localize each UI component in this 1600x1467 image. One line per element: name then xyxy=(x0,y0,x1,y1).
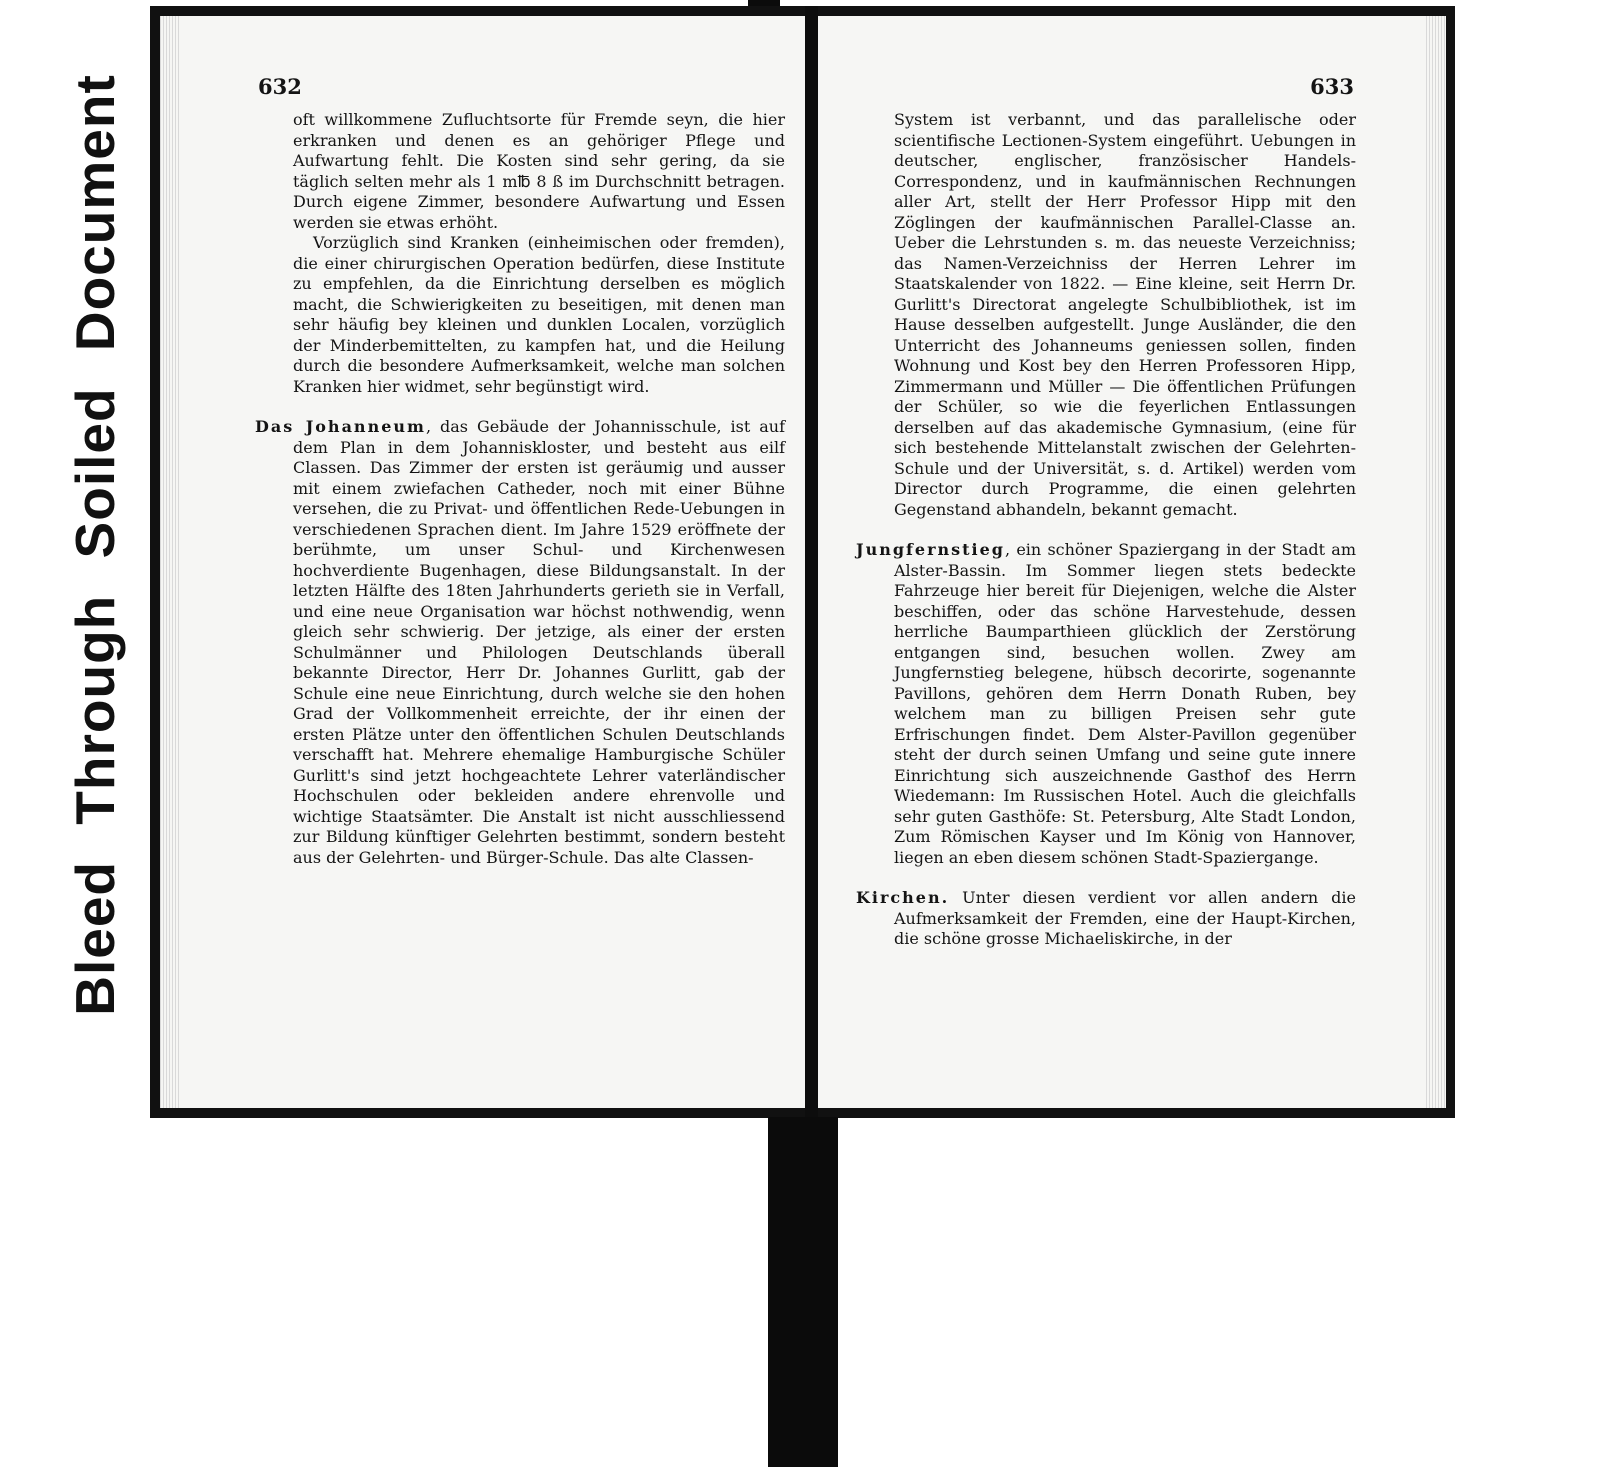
book-gutter xyxy=(805,6,818,1118)
entry-body: , das Gebäude der Johannisschule, ist auf dem Plan in dem Johanniskloster, und besteht aus eilf Classen. Das Zimmer der ersten ist geräumig und ausser mit einem zwiefachen Catheder, noch mit einer Bühne versehen, die zu Privat- und öffentlichen Rede-Uebungen in verschiedenen Sprachen dient. Im Jahre 1529 eröffnete der berühmte, um unser Schul- und Kirchenwesen hochverdiente Bugenhagen, diese Bildungsanstalt. In der letzten Hälfte des 18ten Jahrhunderts gerieth sie in Verfall, und eine neue Organisation war höchst nothwendig, wenn gleich sehr schwierig. Der jetzige, als einer der ersten Schulmänner und Philologen Deutschlands überall bekannte Director, Herr Dr. Johannes Gurlitt, gab der Schule eine neue Einrichtung, durch welche sie den hohen Grad der Vollkommenheit erreichte, der ihr einen der ersten Plätze unter den öffentlichen Schulen Deutschlands verschafft hat. Mehrere ehemalige Hamburgische Schüler Gurlitt's sind jetzt hochgeachtete Lehrer vaterländischer Hochschulen oder bekleiden andere ehrenvolle und wichtige Staatsämter. Die Anstalt ist nicht ausschliessend zur Bildung künftiger Gelehrten bestimmt, sondern besteht aus der Gelehrten- und Bürger-Schule. Das alte Classen- xyxy=(293,417,785,867)
entry-body: Unter diesen verdient vor allen andern die Aufmerksamkeit der Fremden, eine der Haupt-Kirchen, die schöne grosse Michaeliskirche, in der xyxy=(894,888,1356,948)
paragraph: oft willkommene Zufluchtsorte für Fremde seyn, die hier erkranken und denen es an gehöriger Pflege und Aufwartung fehlt. Die Kosten sind sehr gering, da sie täglich selten mehr als 1 m℔ 8 ß im Durchschnitt betragen. Durch eigene Zimmer, besondere Aufwartung und Essen werden sie etwas erhöht. xyxy=(293,110,785,232)
right-page-text xyxy=(856,110,1356,950)
page-number: 633 xyxy=(1310,74,1354,99)
left-page xyxy=(160,16,805,1108)
entry-heading: Das Johanneum xyxy=(255,417,426,436)
entry xyxy=(856,888,1356,950)
paragraph: Vorzüglich sind Kranken (einheimischen oder fremden), die einer chirurgischen Operation bedürfen, diese Institute zu empfehlen, da die Einrichtung derselben es möglich macht, die Schwierigkeiten zu beseitigen, mit denen man sehr häufig bey kleinen und dunklen Localen, vorzüglich der Minderbemittelten, zu kampfen hat, und die Heilung durch die besondere Aufmerksamkeit, welche man solchen Kranken hier widmet, sehr begünstigt wird. xyxy=(293,233,785,396)
page-edge xyxy=(160,16,180,1108)
side-label xyxy=(60,40,130,1050)
bookmark-ribbon xyxy=(768,1117,838,1467)
entry-paragraph xyxy=(856,888,1356,950)
entry xyxy=(255,417,785,868)
paragraph: System ist verbannt, und das parallelische oder scientifische Lectionen-System eingeführt. Uebungen in deutscher, englischer, französischer Handels-Correspondenz, und in kaufmännischen Rechnungen aller Art, stellt der Herr Professor Hipp mit den Zöglingen der kaufmännischen Parallel-Classe an. Ueber die Lehrstunden s. m. das neueste Verzeichniss; das Namen-Verzeichniss der Herren Lehrer im Staatskalender von 1822. — Eine kleine, seit Herrn Dr. Gurlitt's Directorat angelegte Schulbibliothek, ist im Hause desselben aufgestellt. Junge Ausländer, die den Unterricht des Johanneums geniessen sollen, finden Wohnung und Kost bey den Herren Professoren Hipp, Zimmermann und Müller — Die öffentlichen Prüfungen der Schüler, so wie die feyerlichen Entlassungen derselben auf das akademische Gymnasium, (eine für sich bestehende Mittelanstalt zwischen der Gelehrten-Schule und der Universität, s. d. Artikel) werden vom Director durch Programme, die einen gelehrten Gegenstand abhandeln, bekannt gemacht. xyxy=(894,110,1356,519)
left-page-text xyxy=(255,110,785,868)
page-number: 632 xyxy=(258,74,302,99)
book-spread xyxy=(150,6,1455,1118)
entry xyxy=(856,540,1356,868)
entry-heading: Kirchen. xyxy=(856,888,950,907)
right-page xyxy=(818,16,1446,1108)
page-edge xyxy=(1426,16,1446,1108)
entry-paragraph xyxy=(255,417,785,868)
entry-heading: Jungfernstieg xyxy=(856,540,1005,559)
entry-body: , ein schöner Spaziergang in der Stadt am Alster-Bassin. Im Sommer liegen stets bedeckte Fahrzeuge hier bereit für Diejenigen, welche die Alster beschiffen, oder das schöne Harvestehude, dessen herrliche Baumparthieen glücklich der Zerstörung entgangen sind, besuchen wollen. Zwey am Jungfernstieg belegene, hübsch decorirte, sogenannte Pavillons, gehören dem Herrn Donath Ruben, bey welchem man zu billigen Preisen sehr gute Erfrischungen findet. Dem Alster-Pavillon gegenüber steht der durch seinen Umfang und seine gute innere Einrichtung sich auszeichnende Gasthof des Herrn Wiedemann: Im Russischen Hotel. Auch die gleichfalls sehr guten Gasthöfe: St. Petersburg, Alte Stadt London, Zum Römischen Kayser und Im König von Hannover, liegen an eben diesem schönen Stadt-Spaziergange. xyxy=(894,540,1356,867)
side-label-text: Bleed Through Soiled Document xyxy=(64,74,126,1016)
entry-paragraph xyxy=(856,540,1356,868)
